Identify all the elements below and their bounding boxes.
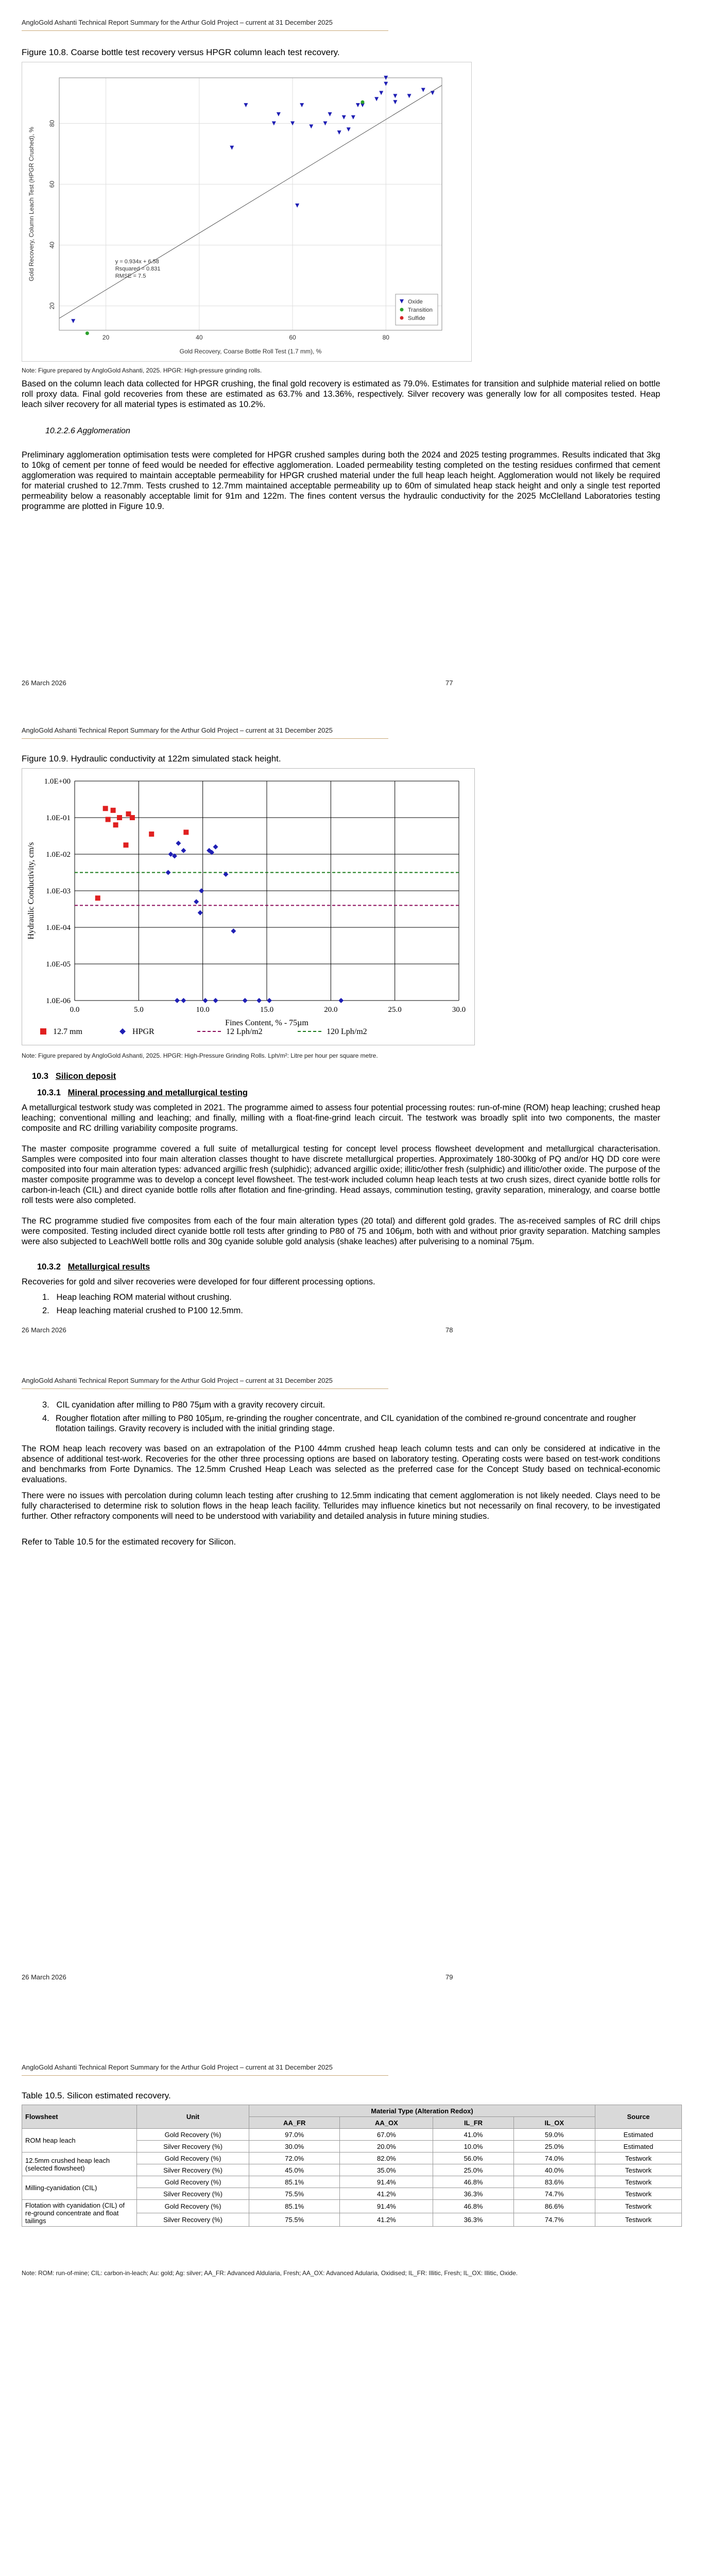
flowsheet-cell: 12.5mm crushed heap leach (selected flowsheet)	[22, 2153, 137, 2176]
source-cell: Testwork	[595, 2213, 682, 2227]
header-rule	[22, 1388, 388, 1389]
source-cell: Testwork	[595, 2153, 682, 2164]
section-title: Metallurgical results	[67, 1262, 150, 1272]
flowsheet-cell: Flotation with cyanidation (CIL) of re-ground concentrate and float tailings	[22, 2200, 137, 2227]
value-cell: 41.2%	[340, 2213, 433, 2227]
data-point-oxide	[230, 146, 234, 150]
page-date: 26 March 2026	[22, 679, 66, 687]
source-cell: Estimated	[595, 2129, 682, 2141]
recovery-table	[22, 2105, 682, 2227]
value-cell: 91.4%	[340, 2176, 433, 2188]
section-10-3-1-heading	[37, 1088, 248, 1098]
y-tick-label: 1.0E-05	[46, 960, 71, 969]
table-row	[22, 2129, 682, 2141]
data-point-hpgr	[175, 998, 180, 1003]
data-point-12-7mm	[111, 808, 116, 813]
data-point-transition	[85, 331, 89, 335]
list-item: 2. Heap leaching material crushed to P100 12.5mm.	[42, 1306, 243, 1315]
table-row	[22, 2153, 682, 2164]
source-cell: Testwork	[595, 2188, 682, 2200]
x-tick-label: 80	[382, 334, 389, 341]
x-tick-label: 30.0	[452, 1006, 466, 1014]
y-tick-label: 40	[48, 242, 56, 249]
page-header: AngloGold Ashanti Technical Report Summary for the Arthur Gold Project – current at 31 December 2025	[22, 1377, 333, 1384]
data-point-hpgr	[338, 998, 344, 1003]
data-point-hpgr	[198, 910, 203, 916]
unit-cell: Gold Recovery (%)	[137, 2176, 249, 2188]
figure-10-9-frame	[22, 768, 475, 1045]
value-cell: 20.0%	[340, 2141, 433, 2153]
unit-cell: Silver Recovery (%)	[137, 2164, 249, 2176]
page-number: 79	[445, 1973, 453, 1981]
data-point-12-7mm	[130, 815, 135, 820]
plot-area	[59, 78, 442, 330]
flowsheet-cell: ROM heap leach	[22, 2129, 137, 2153]
data-point-oxide	[337, 130, 341, 134]
data-point-hpgr	[176, 841, 181, 846]
x-axis-label: Gold Recovery, Coarse Bottle Roll Test (1.7 mm), %	[179, 348, 322, 355]
y-tick-label: 1.0E-04	[46, 924, 71, 932]
section-10-3-heading	[32, 1072, 116, 1081]
value-cell: 41.2%	[340, 2188, 433, 2200]
x-tick-label: 60	[289, 334, 296, 341]
value-cell: 75.5%	[249, 2188, 340, 2200]
table-10-5-caption: Table 10.5. Silicon estimated recovery.	[22, 2091, 171, 2100]
paragraph-percolation: There were no issues with percolation during column leach testing after crushing to 12.5mm indicating that cement agglomeration is not likely needed. Clays need to be fully characterised to determine risk to solution flows in the heap leach facility. Tellurides may influence kinetics but not necessarily on final recovery, to be investigated further. Other refractory components will need to be understood with variability and detailed analysis in future mining studies.	[22, 1491, 660, 1521]
data-point-oxide	[421, 88, 425, 92]
source-cell: Testwork	[595, 2200, 682, 2213]
paragraph-testwork-study: A metallurgical testwork study was completed in 2021. The programme aimed to assess four potential processing routes: run-of-mine (ROM) heap leaching; crushed heap leaching; conventional milling and leaching; and finally, milling with a float-fine-grind leach circuit. The testwork was broadly split into two components, the master composite and RC drilling variability composite programs.	[22, 1103, 660, 1133]
column-header-unit: Unit	[137, 2105, 249, 2129]
column-header-aa-ox: AA_OX	[340, 2117, 433, 2129]
data-point-hpgr	[199, 888, 204, 893]
x-tick-label: 0.0	[70, 1006, 80, 1014]
regression-rsquared: Rsquared = 0.831	[115, 266, 161, 273]
data-point-oxide	[393, 94, 397, 98]
flowsheet-cell: Milling-cyanidation (CIL)	[22, 2176, 137, 2200]
page-header: AngloGold Ashanti Technical Report Summary for the Arthur Gold Project – current at 31 December 2025	[22, 726, 333, 734]
value-cell: 91.4%	[340, 2200, 433, 2213]
data-point-hpgr	[223, 872, 228, 877]
legend-marker-hpgr	[119, 1028, 126, 1035]
section-title: Silicon deposit	[55, 1072, 116, 1081]
y-tick-label: 80	[48, 120, 56, 127]
legend-label: Oxide	[408, 299, 423, 305]
table-10-5-note: Note: ROM: run-of-mine; CIL: carbon-in-leach; Au: gold; Ag: silver; AA_FR: Advanced Aldularia, Fresh; AA_OX: Advanced Adularia, Oxidised; IL_FR: Illitic, Fresh; IL_OX: Illitic, Oxide.	[22, 2269, 518, 2277]
data-point-oxide	[342, 115, 346, 120]
list-item-text: CIL cyanidation after milling to P80 75µm with a gravity recovery circuit.	[56, 1400, 325, 1410]
value-cell: 40.0%	[513, 2164, 595, 2176]
y-axis-label: Gold Recovery, Column Leach Test (HPGR Crushed), %	[28, 127, 35, 281]
legend-marker-sulfide	[400, 316, 404, 320]
legend-label: 120 Lph/m2	[327, 1027, 367, 1036]
source-cell: Testwork	[595, 2176, 682, 2188]
data-point-hpgr	[181, 998, 186, 1003]
section-number: 10.3.2	[37, 1262, 61, 1272]
section-title: Mineral processing and metallurgical testing	[67, 1088, 248, 1097]
figure-10-9-chart	[22, 769, 474, 1045]
page-date: 26 March 2026	[22, 1973, 66, 1981]
data-point-oxide	[351, 115, 355, 120]
figure-10-9-caption: Figure 10.9. Hydraulic conductivity at 122m simulated stack height.	[22, 754, 281, 764]
value-cell: 67.0%	[340, 2129, 433, 2141]
value-cell: 86.6%	[513, 2200, 595, 2213]
data-point-hpgr	[243, 998, 248, 1003]
data-point-oxide	[309, 124, 313, 128]
y-tick-label: 1.0E-03	[46, 887, 71, 895]
data-point-oxide	[347, 127, 351, 131]
value-cell: 46.8%	[433, 2200, 513, 2213]
x-tick-label: 40	[196, 334, 203, 341]
section-number: 10.3	[32, 1072, 49, 1081]
page-number: 78	[445, 1326, 453, 1334]
value-cell: 25.0%	[513, 2141, 595, 2153]
unit-cell: Gold Recovery (%)	[137, 2200, 249, 2213]
value-cell: 85.1%	[249, 2176, 340, 2188]
y-tick-label: 1.0E-01	[46, 814, 71, 822]
y-axis-label: Hydraulic Conductivity, cm/s	[27, 842, 36, 940]
list-item: 4. Rougher flotation after milling to P80 105µm, re-grinding the rougher concentrate, and CIL cyanidation of the combined re-ground concentrate and rougher flotation tailings. Gravity recovery is included with the initial grinding stage.	[42, 1413, 660, 1434]
x-tick-label: 20.0	[324, 1006, 338, 1014]
data-point-oxide	[328, 112, 332, 116]
x-tick-label: 25.0	[388, 1006, 402, 1014]
list-item: 3. CIL cyanidation after milling to P80 75µm with a gravity recovery circuit.	[42, 1400, 325, 1410]
data-point-12-7mm	[149, 832, 154, 837]
data-point-12-7mm	[183, 829, 188, 835]
data-point-oxide	[374, 97, 379, 101]
value-cell: 10.0%	[433, 2141, 513, 2153]
x-tick-label: 15.0	[260, 1006, 274, 1014]
x-tick-label: 10.0	[196, 1006, 210, 1014]
data-point-oxide	[71, 319, 75, 323]
value-cell: 45.0%	[249, 2164, 340, 2176]
header-rule	[22, 738, 388, 739]
data-point-hpgr	[256, 998, 262, 1003]
data-point-oxide	[379, 91, 383, 95]
table-body	[22, 2129, 682, 2227]
value-cell: 74.0%	[513, 2153, 595, 2164]
y-tick-label: 1.0E-06	[46, 997, 71, 1005]
data-point-12-7mm	[106, 817, 111, 822]
x-axis-label: Fines Content, % - 75µm	[225, 1019, 308, 1027]
regression-equation: y = 0.934x + 6.58	[115, 259, 159, 265]
unit-cell: Silver Recovery (%)	[137, 2188, 249, 2200]
value-cell: 25.0%	[433, 2164, 513, 2176]
x-tick-label: 20	[102, 334, 110, 341]
data-point-12-7mm	[95, 895, 100, 901]
paragraph-recoveries: Recoveries for gold and silver recoveries were developed for four different processing options.	[22, 1277, 375, 1286]
data-point-hpgr	[213, 998, 218, 1003]
legend-label: Sulfide	[408, 315, 425, 321]
data-point-hpgr	[213, 844, 218, 850]
data-point-hpgr	[166, 870, 171, 875]
value-cell: 46.8%	[433, 2176, 513, 2188]
data-point-oxide	[277, 112, 281, 116]
data-point-hpgr	[203, 998, 208, 1003]
data-point-oxide	[431, 91, 435, 95]
header-rule	[22, 30, 388, 31]
data-point-oxide	[407, 94, 411, 98]
legend-label: 12 Lph/m2	[226, 1027, 263, 1036]
data-point-oxide	[300, 103, 304, 107]
page-number: 77	[445, 679, 453, 687]
figure-10-8-frame	[22, 62, 472, 362]
unit-cell: Silver Recovery (%)	[137, 2141, 249, 2153]
unit-cell: Silver Recovery (%)	[137, 2213, 249, 2227]
value-cell: 72.0%	[249, 2153, 340, 2164]
y-tick-label: 60	[48, 180, 56, 188]
data-point-oxide	[295, 204, 299, 208]
paragraph-master-composite: The master composite programme covered a full suite of metallurgical testing for concept level process flowsheet development and metallurgical characterisation. Samples were composited into four main alteration classes thought to have discrete metallurgical properties. Approximately 180-300kg of PQ and/or HQ DD core were composited into four main alteration types: advanced argillic fresh (sulphidic); advanced argillic oxide; illitic/other fresh (sulphidic) and illitic/other oxide. The purpose of the master composite programme was to develop a concept level flowsheet. The test-work included column heap leach tests at two crush sizes, direct cyanide bottle rolls for carbon-in-leach (CIL) and direct cyanide bottle rolls after flotation and fine-grinding. Head assays, comminution testing, gravity separation, mineralogy, and coarse bottle roll tests were also completed.	[22, 1144, 660, 1205]
unit-cell: Gold Recovery (%)	[137, 2153, 249, 2164]
data-point-oxide	[384, 82, 388, 86]
legend-label: 12.7 mm	[53, 1027, 82, 1036]
y-tick-label: 20	[48, 302, 56, 310]
list-item-text: Heap leaching ROM material without crushing.	[56, 1293, 232, 1302]
header-rule	[22, 2075, 388, 2076]
column-header-material-type: Material Type (Alteration Redox)	[249, 2105, 595, 2117]
data-point-oxide	[244, 103, 248, 107]
value-cell: 36.3%	[433, 2213, 513, 2227]
value-cell: 75.5%	[249, 2213, 340, 2227]
value-cell: 74.7%	[513, 2213, 595, 2227]
column-header-flowsheet: Flowsheet	[22, 2105, 137, 2129]
data-point-hpgr	[231, 928, 236, 934]
data-point-hpgr	[194, 899, 199, 904]
value-cell: 30.0%	[249, 2141, 340, 2153]
value-cell: 83.6%	[513, 2176, 595, 2188]
value-cell: 36.3%	[433, 2188, 513, 2200]
figure-10-9-note: Note: Figure prepared by AngloGold Ashanti, 2025. HPGR: High-Pressure Grinding Rolls. Lph/m²: Litre per hour per square metre.	[22, 1052, 378, 1059]
page-date: 26 March 2026	[22, 1326, 66, 1334]
figure-10-8-caption: Figure 10.8. Coarse bottle test recovery versus HPGR column leach test recovery.	[22, 47, 340, 57]
value-cell: 35.0%	[340, 2164, 433, 2176]
paragraph-gold-recovery: Based on the column leach data collected for HPGR crushing, the final gold recovery is estimated as 79.0%. Estimates for transition and sulphide material relied on bottle roll proxy data. Final gold recoveries from these are estimated as 63.7% and 13.36%, respectively. Silver recovery was generally low for all composites tested. Heap leach silver recovery for all material types is estimated as 10.2%.	[22, 379, 660, 409]
paragraph-rc-programme: The RC programme studied five composites from each of the four main alteration types (20 total) and different gold grades. The as-received samples of RC drill chips were composited. Testing included direct cyanide bottle roll tests after grinding to P80 of 75 and 106µm, both with and without prior gravity separation. Matching samples were also subjected to LeachWell bottle rolls and 30g cyanide soluble gold analysis (shake leaches) after pulverising to a nominal 75µm.	[22, 1216, 660, 1246]
data-point-12-7mm	[123, 842, 128, 848]
data-point-12-7mm	[103, 806, 108, 811]
column-header-aa-fr: AA_FR	[249, 2117, 340, 2129]
x-tick-label: 5.0	[133, 1006, 144, 1014]
value-cell: 59.0%	[513, 2129, 595, 2141]
data-point-transition	[361, 100, 364, 104]
data-point-12-7mm	[113, 822, 118, 827]
table-header-row	[22, 2105, 682, 2117]
column-header-il-fr: IL_FR	[433, 2117, 513, 2129]
data-point-oxide	[393, 100, 397, 104]
regression-rmse: RMSE = 7.5	[115, 273, 146, 280]
value-cell: 85.1%	[249, 2200, 340, 2213]
value-cell: 97.0%	[249, 2129, 340, 2141]
column-header-source: Source	[595, 2105, 682, 2129]
paragraph-agglomeration: Preliminary agglomeration optimisation tests were completed for HPGR crushed samples during both the 2024 and 2025 testing programmes. Results indicated that 3kg to 10kg of cement per tonne of feed would be needed for effective agglomeration. Loaded permeability testing completed on the testing residues confirmed that cement agglomeration was required to maintain acceptable permeability for HPGR crushed material under the full heap leach height. Agglomeration would not likely be required for material crushed to 12.7mm. Tests crushed to 12.7mm maintained acceptable permeability up to 60m of simulated heap stack height and only a single test reported permeability below a reasonably acceptable limit for 91m and 122m. The fines content versus the hydraulic conductivity for the 2025 McClelland Laboratories testing programme are plotted in Figure 10.9.	[22, 450, 660, 511]
figure-10-8-chart	[22, 62, 471, 361]
page-header: AngloGold Ashanti Technical Report Summary for the Arthur Gold Project – current at 31 December 2025	[22, 19, 333, 26]
column-header-il-ox: IL_OX	[513, 2117, 595, 2129]
unit-cell: Gold Recovery (%)	[137, 2129, 249, 2141]
value-cell: 56.0%	[433, 2153, 513, 2164]
regression-line	[59, 86, 442, 318]
section-10-3-2-heading	[37, 1262, 150, 1272]
source-cell: Testwork	[595, 2164, 682, 2176]
y-tick-label: 1.0E+00	[44, 777, 71, 786]
legend-marker-transition	[400, 308, 404, 312]
list-item-text: Heap leaching material crushed to P100 12.5mm.	[56, 1306, 243, 1315]
paragraph-refer-table: Refer to Table 10.5 for the estimated recovery for Silicon.	[22, 1537, 236, 1547]
data-point-oxide	[356, 103, 360, 107]
table-10-5	[22, 2105, 682, 2227]
list-item: 1. Heap leaching ROM material without crushing.	[42, 1293, 232, 1302]
value-cell: 41.0%	[433, 2129, 513, 2141]
paragraph-rom-heap-leach: The ROM heap leach recovery was based on an extrapolation of the P100 44mm crushed heap leach column tests and can only be considered at indicative in the absence of additional test-work. Recoveries for the other three processing options are based on laboratory testing. Operating costs were based on test-work conditions and benchmarks from Forte Dynamics. The 12.5mm Crushed Heap Leach was selected as the preferred case for the Concept Study based on technical-economic evaluations.	[22, 1444, 660, 1484]
page-header: AngloGold Ashanti Technical Report Summary for the Arthur Gold Project – current at 31 December 2025	[22, 2063, 333, 2071]
list-item-text: Rougher flotation after milling to P80 105µm, re-grinding the rougher concentrate, and CIL cyanidation of the combined re-ground concentrate and rougher flotation tailings. Gravity recovery is included with the initial grinding stage.	[56, 1414, 636, 1433]
data-point-hpgr	[181, 848, 186, 853]
table-row	[22, 2200, 682, 2213]
y-tick-label: 1.0E-02	[46, 851, 71, 859]
table-row	[22, 2176, 682, 2188]
data-point-12-7mm	[117, 815, 122, 820]
value-cell: 82.0%	[340, 2153, 433, 2164]
legend-marker-12-7mm	[40, 1028, 46, 1035]
legend-label: HPGR	[132, 1027, 155, 1036]
figure-10-8-note: Note: Figure prepared by AngloGold Ashanti, 2025. HPGR: High-pressure grinding rolls.	[22, 367, 262, 374]
subheading-agglomeration: 10.2.2.6 Agglomeration	[45, 427, 130, 435]
source-cell: Estimated	[595, 2141, 682, 2153]
value-cell: 74.7%	[513, 2188, 595, 2200]
legend-label: Transition	[408, 307, 433, 313]
data-point-hpgr	[267, 998, 272, 1003]
section-number: 10.3.1	[37, 1088, 61, 1097]
